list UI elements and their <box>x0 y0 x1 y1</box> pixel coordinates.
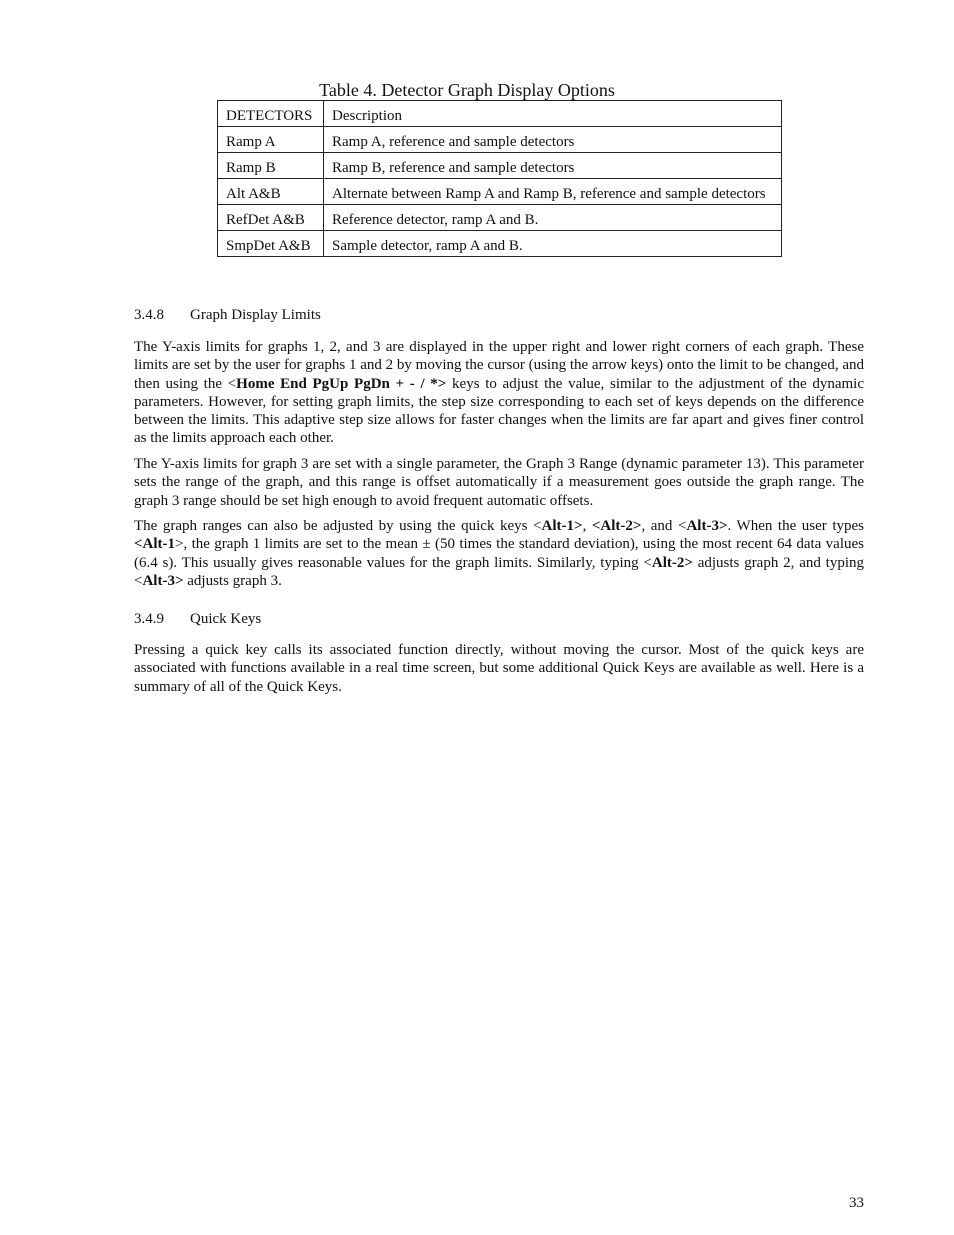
header-cell-detectors: DETECTORS <box>218 101 324 127</box>
text-run: >, the graph 1 limits are set to the mean ± (50 times the standard deviation), using the most recent 64 data values (6.4 s). This usually gives reasonable values for the graph limits. Similarly, typing < <box>134 536 864 571</box>
detector-cell: Ramp A <box>218 127 324 153</box>
paragraph-graph-limits-2: The Y-axis limits for graph 3 are set with a single parameter, the Graph 3 Range (dynamic parameter 13). This parameter sets the range of the graph, and this range is offset automatically if a measurement goes outside the graph range. The graph 3 range should be set high enough to avoid frequent automatic offsets. <box>134 456 864 509</box>
bold-run: Alt-3> <box>142 572 184 589</box>
section-number: 3.4.8 <box>134 307 164 323</box>
description-cell: Sample detector, ramp A and B. <box>324 231 782 257</box>
table-row <box>218 179 782 205</box>
section-heading-3-4-9 <box>134 610 261 628</box>
description-cell: Ramp B, reference and sample detectors <box>324 153 782 179</box>
description-cell: Reference detector, ramp A and B. <box>324 205 782 231</box>
bold-run: <Alt-2> <box>591 518 642 534</box>
table-row <box>218 205 782 231</box>
text-run: The graph ranges can also be adjusted by using the quick keys < <box>134 518 542 534</box>
bold-run: Alt-2> <box>651 554 693 571</box>
text-run: , <box>582 518 592 534</box>
section-title: Quick Keys <box>190 611 262 627</box>
bold-run: Alt-3> <box>686 518 728 534</box>
paragraph-quick-keys: Pressing a quick key calls its associated function directly, without moving the cursor. Most of the quick keys are associated with functions available in a real time screen, but some additional Quick Keys are available as well. Here is a summary of all of the Quick Keys. <box>134 642 864 695</box>
text-run: adjusts graph 2, and typing < <box>134 554 864 589</box>
detector-cell: RefDet A&B <box>218 205 324 231</box>
section-title: Graph Display Limits <box>190 307 321 323</box>
table-row <box>218 153 782 179</box>
description-cell: Alternate between Ramp A and Ramp B, reference and sample detectors <box>324 179 782 205</box>
table-row <box>218 231 782 257</box>
bold-run: Alt-1> <box>541 518 583 534</box>
section-number: 3.4.9 <box>134 611 164 627</box>
header-cell-description: Description <box>324 101 782 127</box>
detector-cell: Alt A&B <box>218 179 324 205</box>
text-run: adjusts graph 3. <box>183 572 282 589</box>
paragraph-graph-limits-1 <box>134 338 864 448</box>
page-number: 33 <box>849 1195 864 1211</box>
paragraph-graph-limits-3 <box>134 517 864 590</box>
text-run: , and < <box>641 518 687 534</box>
detector-options-table <box>217 100 782 257</box>
detector-cell: SmpDet A&B <box>218 231 324 257</box>
bold-run: Home End PgUp PgDn + - / *> <box>236 375 447 392</box>
section-heading-3-4-8 <box>134 306 321 324</box>
table-caption: Table 4. Detector Graph Display Options <box>319 80 615 100</box>
table-row <box>218 127 782 153</box>
text-run: . When the user types <box>727 518 864 534</box>
table-header-row <box>218 101 782 127</box>
text-run: keys to adjust the value, similar to the adjustment of the dynamic parameters. However, for setting graph limits, the step size corresponding to each set of keys depends on the difference between the limits. This adaptive step size allows for faster changes when the limits are far apart and gives finer control as the limits approach each other. <box>134 375 864 447</box>
detector-cell: Ramp B <box>218 153 324 179</box>
text-run: The Y-axis limits for graphs 1, 2, and 3 are displayed in the upper right and lower right corners of each graph. These limits are set by the user for graphs 1 and 2 by moving the cursor (using the arrow keys) onto the limit to be changed, and then using the < <box>134 339 864 392</box>
bold-run: <Alt-1 <box>134 536 176 553</box>
description-cell: Ramp A, reference and sample detectors <box>324 127 782 153</box>
